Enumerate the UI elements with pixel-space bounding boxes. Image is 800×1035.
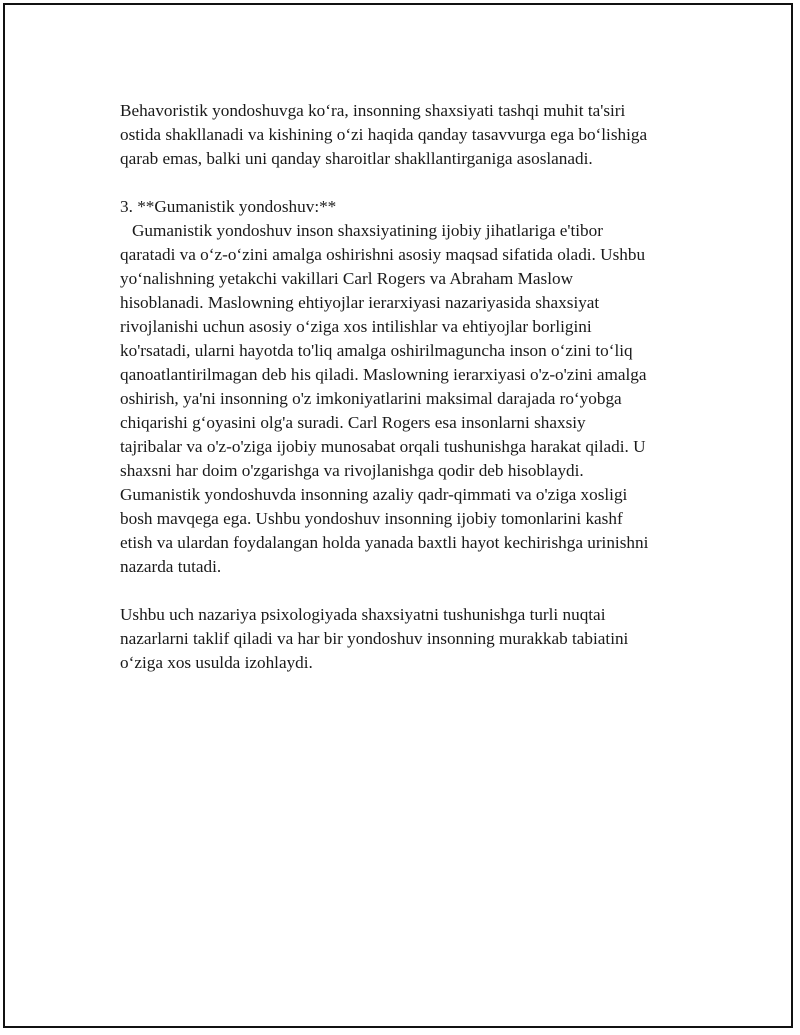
text-line: o‘ziga xos usulda izohlaydi. <box>120 653 313 672</box>
text-line: hisoblanadi. Maslowning ehtiyojlar ierarxiyasi nazariyasida shaxsiyat <box>120 293 600 312</box>
text-line: Ushbu uch nazariya psixologiyada shaxsiyatni tushunishga turli nuqtai <box>120 605 606 624</box>
text-line: tajribalar va o'z-o'ziga ijobiy munosabat orqali tushunishga harakat qiladi. U <box>120 437 646 456</box>
text-line: shaxsni har doim o'zgarishga va rivojlanishga qodir deb hisoblaydi. <box>120 461 584 480</box>
text-line: Gumanistik yondoshuvda insonning azaliy qadr-qimmati va o'ziga xosligi <box>120 485 628 504</box>
text-line: ko'rsatadi, ularni hayotda to'liq amalga oshirilmaguncha inson o‘zini to‘liq <box>120 341 633 360</box>
text-line: yo‘nalishning yetakchi vakillari Carl Rogers va Abraham Maslow <box>120 269 573 288</box>
text-line: nazarlarni taklif qiladi va har bir yondoshuv insonning murakkab tabiatini <box>120 629 629 648</box>
text-line: bosh mavqega ega. Ushbu yondoshuv insonning ijobiy tomonlarini kashf <box>120 509 623 528</box>
paragraph-gap <box>120 579 690 603</box>
text-line: Gumanistik yondoshuv inson shaxsiyatining ijobiy jihatlariga e'tibor <box>132 221 603 240</box>
paragraph-conclusion <box>120 603 690 675</box>
text-line: qaratadi va o‘z-o‘zini amalga oshirishni asosiy maqsad sifatida oladi. Ushbu <box>120 245 646 264</box>
text-line: qanoatlantirilmagan deb his qiladi. Maslowning ierarxiyasi o'z-o'zini amalga <box>120 365 647 384</box>
paragraph-gap <box>120 171 690 195</box>
text-line: rivojlanishi uchun asosiy o‘ziga xos intilishlar va ehtiyojlar borligini <box>120 317 592 336</box>
text-line: qarab emas, balki uni qanday sharoitlar shakllantirganiga asoslanadi. <box>120 149 593 168</box>
paragraph-humanistic <box>120 219 690 579</box>
text-line: oshirish, ya'ni insonning o'z imkoniyatlarini maksimal darajada ro‘yobga <box>120 389 622 408</box>
paragraph-behaviorist <box>120 99 690 171</box>
text-line: Behavoristik yondoshuvga ko‘ra, insonning shaxsiyati tashqi muhit ta'siri <box>120 101 626 120</box>
document-body <box>120 99 690 675</box>
text-line: nazarda tutadi. <box>120 557 222 576</box>
text-line: chiqarishi g‘oyasini olg'a suradi. Carl Rogers esa insonlarni shaxsiy <box>120 413 586 432</box>
text-line: ostida shakllanadi va kishining o‘zi haqida qanday tasavvurga ega bo‘lishiga <box>120 125 648 144</box>
section-heading: 3. **Gumanistik yondoshuv:** <box>120 197 337 216</box>
document-page <box>3 3 793 1028</box>
text-line: etish va ulardan foydalangan holda yanada baxtli hayot kechirishga urinishni <box>120 533 649 552</box>
